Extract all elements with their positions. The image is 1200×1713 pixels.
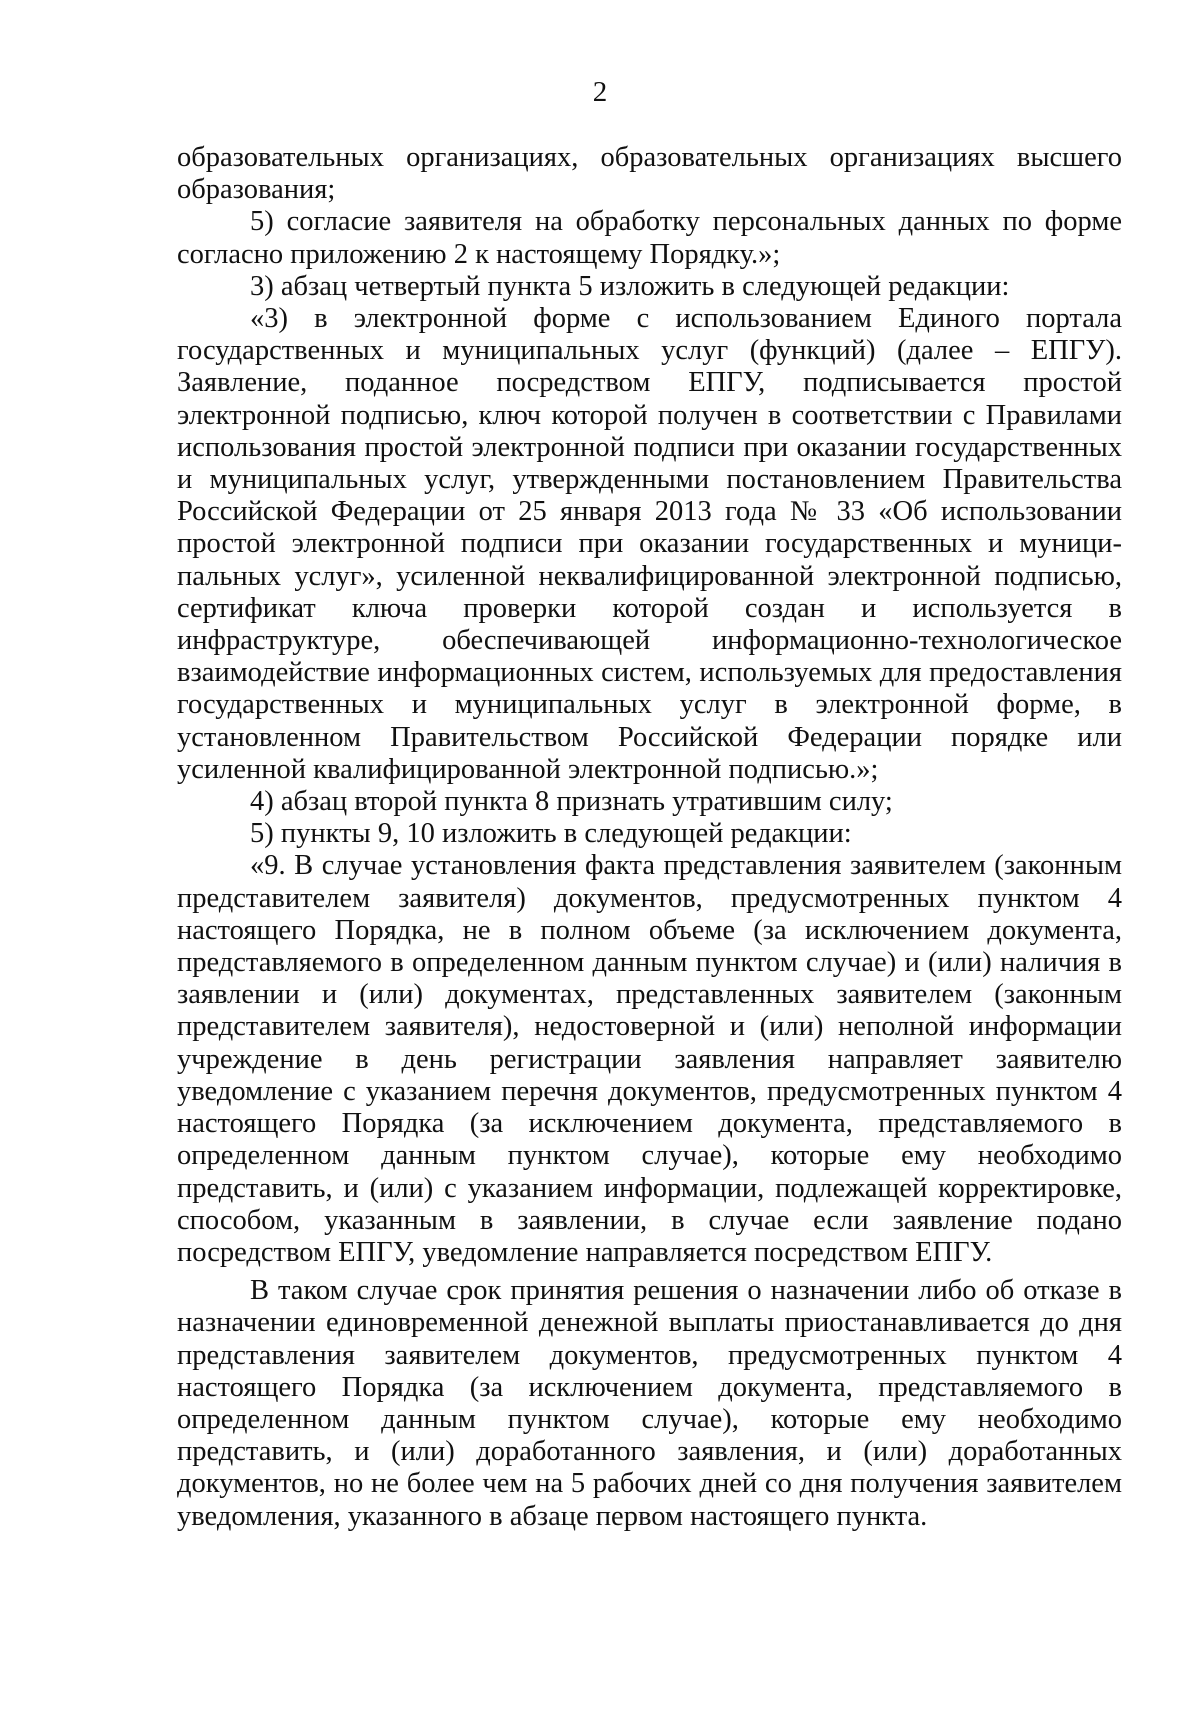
paragraph: 5) согласие заявителя на обработку персональных данных по форме согласно приложению 2 к настоящему Порядку.»; <box>177 206 1122 270</box>
paragraph: В таком случае срок принятия решения о назначении либо об отказе в назначении единовременной денежной выплаты приостанавливается до дня представления заявителем документов, предусмотренных пунктом 4 настоящего Порядка (за исключением документа, представляемого в определенном данным пунктом случае), которые ему необходимо представить, и (или) доработанного заявления, и (или) доработанных документов, но не более чем на 5 рабочих дней со дня получения заявителем уведомления, указанного в абзаце первом настоящего пункта. <box>177 1275 1122 1532</box>
paragraph: «9. В случае установления факта представления заявителем (законным представителем заявителя) документов, предусмотренных пунктом 4 настоящего Порядка, не в полном объеме (за исключением документа, представляемого в определенном данным пунктом случае) и (или) наличия в заявлении и (или) документах, представленных заявителем (законным представителем заявителя), недостоверной и (или) неполной информации учреждение в день регистрации заявления направляет заявителю уведомление с указанием перечня документов, предусмотренных пунктом 4 настоящего Порядка (за исключением документа, представляемого в определенном данным пунктом случае), которые ему необходимо представить, и (или) с указанием информации, подлежащей корректировке, способом, указанным в заявлении, в случае если заявление подано посредством ЕПГУ, уведомление направляется посредством ЕПГУ. <box>177 850 1122 1268</box>
paragraph: 4) абзац второй пункта 8 признать утратившим силу; <box>250 786 893 818</box>
document-body <box>177 142 1122 1533</box>
paragraph: «3) в электронной форме с использованием Единого портала государственных и муниципальных услуг (функций) (далее – ЕПГУ). Заявление, поданное посредством ЕПГУ, подписывается простой электронной подписью, ключ которой получен в соответствии с Правилами использования простой электронной подписи при оказании государственных и муниципальных услуг, утвержденными постановлением Правительства Российской Федерации от 25 января 2013 года № 33 «Об использовании простой электронной подписи при оказании государственных и муниципальных услуг», усиленной неквалифицированной электронной подписью, сертификат ключа проверки которой создан и используется в инфраструктуре, обеспечивающей информационно-технологическое взаимодействие информационных систем, используемых для предоставления государственных и муниципальных услуг в электронной форме, в установленном Правительством Российской Федерации порядке или усиленной квалифицированной электронной подписью.»; <box>177 303 1122 785</box>
page-number: 2 <box>592 76 608 108</box>
paragraph: образовательных организациях, образовательных организациях высшего образования; <box>177 142 1122 206</box>
paragraph: 3) абзац четвертый пункта 5 изложить в следующей редакции: <box>250 270 1010 302</box>
paragraph: 5) пункты 9, 10 изложить в следующей редакции: <box>250 818 852 850</box>
